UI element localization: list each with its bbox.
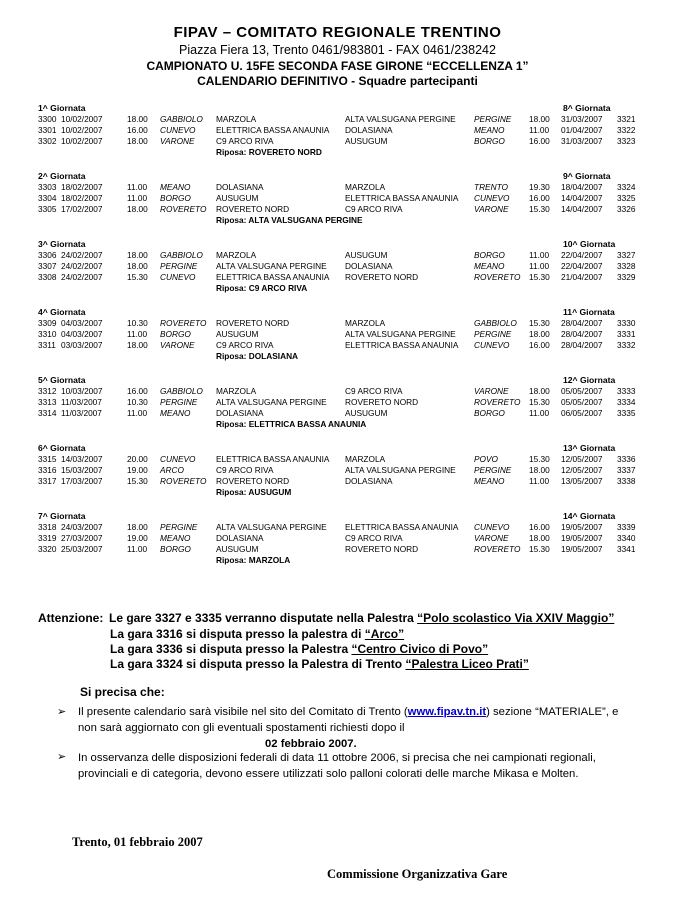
match-date: 18/02/2007 <box>61 193 103 203</box>
match-id: 3312 <box>38 386 57 396</box>
return-giornata-label: 11^ Giornata <box>563 307 615 317</box>
return-time: 15.30 <box>529 397 550 407</box>
return-venue: PERGINE <box>474 114 512 124</box>
match-time: 18.00 <box>127 261 148 271</box>
return-venue: CUNEVO <box>474 522 510 532</box>
home-team: DOLASIANA <box>216 408 264 418</box>
match-id: 3311 <box>38 340 56 350</box>
match-venue: GABBIOLO <box>160 250 203 260</box>
return-match-id: 3334 <box>617 397 636 407</box>
return-match-id: 3322 <box>617 125 636 135</box>
return-match-id: 3338 <box>617 476 636 486</box>
return-giornata-label: 13^ Giornata <box>563 443 616 453</box>
match-id: 3318 <box>38 522 57 532</box>
return-date: 19/05/2007 <box>561 533 603 543</box>
match-venue: BORGO <box>160 544 191 554</box>
giornata-label: 2^ Giornata <box>38 171 86 181</box>
match-date: 24/02/2007 <box>61 272 103 282</box>
match-venue: BORGO <box>160 193 191 203</box>
match-time: 18.00 <box>127 340 148 350</box>
home-team: ROVERETO NORD <box>216 318 290 328</box>
bullet-arrow-icon: ➢ <box>57 706 67 718</box>
return-date: 22/04/2007 <box>561 250 603 260</box>
return-match-id: 3330 <box>617 318 636 328</box>
return-giornata-label: 14^ Giornata <box>563 511 616 521</box>
return-time: 16.00 <box>529 136 550 146</box>
place-date: Trento, 01 febbraio 2007 <box>72 835 203 849</box>
match-venue: GABBIOLO <box>160 386 203 396</box>
match-row <box>0 454 675 465</box>
match-time: 18.00 <box>127 136 148 146</box>
return-date: 12/05/2007 <box>561 454 603 464</box>
resting-team: Riposa: AUSUGUM <box>216 487 292 497</box>
match-row <box>0 272 675 283</box>
return-venue: ROVERETO <box>474 397 521 407</box>
match-row <box>0 397 675 408</box>
note-bullet-2: In osservanza delle disposizioni federali di data 11 ottobre 2006, si precisa che nei campionati regionali, provinciali e di categoria, devono essere utilizzati solo palloni colorati delle marche Mikasa e Molten. <box>78 752 596 780</box>
championship-title: CAMPIONATO U. 15FE SECONDA FASE GIRONE “ECCELLENZA 1” <box>146 59 529 73</box>
home-team: C9 ARCO RIVA <box>216 136 274 146</box>
away-team: ELETTRICA BASSA ANAUNIA <box>345 193 459 203</box>
match-date: 03/03/2007 <box>61 340 103 350</box>
home-team: ROVERETO NORD <box>216 476 290 486</box>
match-id: 3310 <box>38 329 57 339</box>
match-id: 3319 <box>38 533 57 543</box>
match-id: 3313 <box>38 397 57 407</box>
away-team: C9 ARCO RIVA <box>345 204 403 214</box>
giornata-label: 1^ Giornata <box>38 103 86 113</box>
match-row <box>0 136 675 147</box>
home-team: ELETTRICA BASSA ANAUNIA <box>216 125 330 135</box>
match-row <box>0 533 675 544</box>
giornata-label: 7^ Giornata <box>38 511 86 521</box>
match-date: 10/02/2007 <box>61 114 103 124</box>
match-time: 18.00 <box>127 114 148 124</box>
away-team: ELETTRICA BASSA ANAUNIA <box>345 522 459 532</box>
match-time: 20.00 <box>127 454 148 464</box>
match-date: 14/03/2007 <box>61 454 103 464</box>
match-time: 18.00 <box>127 250 148 260</box>
match-id: 3305 <box>38 204 57 214</box>
match-date: 17/02/2007 <box>61 204 103 214</box>
return-match-id: 3333 <box>617 386 636 396</box>
match-time: 11.00 <box>127 544 148 554</box>
match-time: 18.00 <box>127 522 148 532</box>
return-match-id: 3323 <box>617 136 636 146</box>
match-id: 3316 <box>38 465 57 475</box>
return-venue: PERGINE <box>474 465 512 475</box>
attention-note-2: La gara 3316 si disputa presso la palestra di “Arco” <box>110 627 405 641</box>
return-date: 19/05/2007 <box>561 522 603 532</box>
return-match-id: 3324 <box>617 182 636 192</box>
match-venue: GABBIOLO <box>160 114 203 124</box>
match-id: 3306 <box>38 250 57 260</box>
return-venue: ROVERETO <box>474 544 521 554</box>
return-date: 14/04/2007 <box>561 204 603 214</box>
match-time: 15.30 <box>127 476 148 486</box>
return-match-id: 3335 <box>617 408 636 418</box>
match-venue: VARONE <box>160 340 195 350</box>
resting-team: Riposa: MARZOLA <box>216 555 291 565</box>
away-team: DOLASIANA <box>345 476 393 486</box>
home-team: AUSUGUM <box>216 193 259 203</box>
return-date: 31/03/2007 <box>561 136 603 146</box>
return-venue: GABBIOLO <box>474 318 517 328</box>
return-date: 01/04/2007 <box>561 125 603 135</box>
return-date: 31/03/2007 <box>561 114 603 124</box>
return-venue: CUNEVO <box>474 340 510 350</box>
match-row <box>0 522 675 533</box>
return-date: 21/04/2007 <box>561 272 603 282</box>
match-row <box>0 182 675 193</box>
return-match-id: 3327 <box>617 250 636 260</box>
venue-liceo-prati: “Palestra Liceo Prati” <box>405 657 529 671</box>
return-time: 18.00 <box>529 465 550 475</box>
match-row <box>0 386 675 397</box>
away-team: MARZOLA <box>345 318 386 328</box>
match-row <box>0 476 675 487</box>
return-time: 11.00 <box>529 261 550 271</box>
return-date: 28/04/2007 <box>561 340 603 350</box>
return-venue: ROVERETO <box>474 272 521 282</box>
return-venue: MEANO <box>474 125 505 135</box>
return-match-id: 3325 <box>617 193 636 203</box>
return-match-id: 3329 <box>617 272 636 282</box>
match-row <box>0 465 675 476</box>
away-team: C9 ARCO RIVA <box>345 533 403 543</box>
return-time: 11.00 <box>529 408 550 418</box>
match-venue: CUNEVO <box>160 125 196 135</box>
home-team: ALTA VALSUGANA PERGINE <box>216 397 327 407</box>
match-row <box>0 318 675 329</box>
return-venue: TRENTO <box>474 182 508 192</box>
away-team: DOLASIANA <box>345 125 393 135</box>
resting-team: Riposa: DOLASIANA <box>216 351 299 361</box>
return-match-id: 3341 <box>617 544 636 554</box>
away-team: ROVERETO NORD <box>345 544 419 554</box>
return-date: 28/04/2007 <box>561 329 603 339</box>
signature: Commissione Organizzativa Gare <box>327 867 508 881</box>
match-id: 3302 <box>38 136 57 146</box>
home-team: C9 ARCO RIVA <box>216 465 274 475</box>
match-row <box>0 250 675 261</box>
match-id: 3320 <box>38 544 57 554</box>
return-time: 15.30 <box>529 544 550 554</box>
away-team: MARZOLA <box>345 454 386 464</box>
return-match-id: 3326 <box>617 204 636 214</box>
match-date: 18/02/2007 <box>61 182 103 192</box>
fipav-website-link[interactable]: www.fipav.tn.it <box>407 706 487 718</box>
giornata-label: 3^ Giornata <box>38 239 86 249</box>
return-venue: VARONE <box>474 533 509 543</box>
giornata-label: 6^ Giornata <box>38 443 86 453</box>
match-time: 19.00 <box>127 533 148 543</box>
match-time: 10.30 <box>127 318 148 328</box>
match-id: 3315 <box>38 454 57 464</box>
resting-team: Riposa: ELETTRICA BASSA ANAUNIA <box>216 419 367 429</box>
match-row <box>0 340 675 351</box>
match-time: 11.00 <box>127 182 148 192</box>
return-venue: MEANO <box>474 476 505 486</box>
attention-note-3: La gara 3336 si disputa presso la Palestra “Centro Civico di Povo” <box>110 642 489 656</box>
away-team: ROVERETO NORD <box>345 397 419 407</box>
away-team: ALTA VALSUGANA PERGINE <box>345 465 456 475</box>
match-time: 11.00 <box>127 408 148 418</box>
match-venue: CUNEVO <box>160 454 196 464</box>
return-time: 16.00 <box>529 522 550 532</box>
match-venue: ROVERETO <box>160 476 207 486</box>
match-venue: MEANO <box>160 408 191 418</box>
venue-centro-civico-povo: “Centro Civico di Povo” <box>351 642 489 656</box>
match-time: 19.00 <box>127 465 148 475</box>
home-team: DOLASIANA <box>216 533 264 543</box>
resting-team: Riposa: ROVERETO NORD <box>216 147 322 157</box>
resting-team: Riposa: C9 ARCO RIVA <box>216 283 308 293</box>
attention-label: Attenzione: <box>38 611 104 625</box>
match-id: 3308 <box>38 272 57 282</box>
return-venue: VARONE <box>474 386 509 396</box>
match-date: 11/03/2007 <box>61 408 102 418</box>
match-date: 27/03/2007 <box>61 533 103 543</box>
away-team: ELETTRICA BASSA ANAUNIA <box>345 340 459 350</box>
return-date: 14/04/2007 <box>561 193 603 203</box>
match-venue: ROVERETO <box>160 204 207 214</box>
return-time: 15.30 <box>529 272 550 282</box>
match-id: 3314 <box>38 408 57 418</box>
match-date: 04/03/2007 <box>61 329 103 339</box>
match-time: 18.00 <box>127 204 148 214</box>
home-team: AUSUGUM <box>216 544 259 554</box>
home-team: AUSUGUM <box>216 329 259 339</box>
away-team: DOLASIANA <box>345 261 393 271</box>
return-match-id: 3336 <box>617 454 636 464</box>
return-date: 05/05/2007 <box>561 397 603 407</box>
match-venue: PERGINE <box>160 261 198 271</box>
away-team: ALTA VALSUGANA PERGINE <box>345 114 456 124</box>
return-date: 22/04/2007 <box>561 261 603 271</box>
match-date: 10/03/2007 <box>61 386 103 396</box>
home-team: MARZOLA <box>216 386 257 396</box>
note-bullet-1: Il presente calendario sarà visibile nel sito del Comitato di Trento (www.fipav.tn.it) sezione “MATERIALE”, e non sarà aggiornato con gli eventuali spostamenti richiesti dopo il 02 febbraio 2007. <box>78 704 638 752</box>
home-team: ALTA VALSUGANA PERGINE <box>216 261 327 271</box>
return-time: 18.00 <box>529 533 550 543</box>
match-row <box>0 408 675 419</box>
match-date: 11/03/2007 <box>61 397 102 407</box>
match-venue: CUNEVO <box>160 272 196 282</box>
match-venue: ARCO <box>160 465 184 475</box>
match-venue: MEANO <box>160 533 191 543</box>
home-team: DOLASIANA <box>216 182 264 192</box>
calendar-subtitle: CALENDARIO DEFINITIVO - Squadre partecipanti <box>197 74 478 88</box>
return-match-id: 3339 <box>617 522 636 532</box>
bullet-arrow-icon: ➢ <box>57 751 67 763</box>
return-time: 15.30 <box>529 454 550 464</box>
return-match-id: 3337 <box>617 465 636 475</box>
return-match-id: 3331 <box>617 329 636 339</box>
match-id: 3301 <box>38 125 57 135</box>
return-venue: BORGO <box>474 250 505 260</box>
return-time: 15.30 <box>529 318 550 328</box>
match-row <box>0 204 675 215</box>
match-id: 3317 <box>38 476 57 486</box>
return-time: 11.00 <box>529 125 550 135</box>
match-date: 17/03/2007 <box>61 476 103 486</box>
home-team: MARZOLA <box>216 250 257 260</box>
away-team: ROVERETO NORD <box>345 272 419 282</box>
match-row <box>0 261 675 272</box>
away-team: MARZOLA <box>345 182 386 192</box>
match-id: 3309 <box>38 318 57 328</box>
match-date: 10/02/2007 <box>61 125 103 135</box>
return-time: 11.00 <box>529 250 550 260</box>
venue-polo-scolastico: “Polo scolastico Via XXIV Maggio” <box>417 611 615 625</box>
away-team: ALTA VALSUGANA PERGINE <box>345 329 456 339</box>
match-time: 15.30 <box>127 272 148 282</box>
match-date: 15/03/2007 <box>61 465 103 475</box>
away-team: AUSUGUM <box>345 408 388 418</box>
match-venue: MEANO <box>160 182 191 192</box>
return-match-id: 3328 <box>617 261 636 271</box>
away-team: AUSUGUM <box>345 136 388 146</box>
return-venue: POVO <box>474 454 498 464</box>
return-time: 18.00 <box>529 386 550 396</box>
match-time: 11.00 <box>127 193 148 203</box>
match-row <box>0 544 675 555</box>
match-venue: VARONE <box>160 136 195 146</box>
deadline-date: 02 febbraio 2007. <box>265 738 357 750</box>
notes-heading: Si precisa che: <box>80 685 165 699</box>
match-date: 24/02/2007 <box>61 250 103 260</box>
return-giornata-label: 10^ Giornata <box>563 239 616 249</box>
return-date: 05/05/2007 <box>561 386 603 396</box>
away-team: AUSUGUM <box>345 250 388 260</box>
return-time: 15.30 <box>529 204 550 214</box>
return-match-id: 3321 <box>617 114 636 124</box>
venue-arco: “Arco” <box>364 627 405 641</box>
resting-team: Riposa: ALTA VALSUGANA PERGINE <box>216 215 363 225</box>
match-venue: PERGINE <box>160 522 198 532</box>
return-date: 19/05/2007 <box>561 544 603 554</box>
return-date: 18/04/2007 <box>561 182 603 192</box>
match-date: 24/03/2007 <box>61 522 103 532</box>
return-venue: CUNEVO <box>474 193 510 203</box>
return-venue: MEANO <box>474 261 505 271</box>
match-row <box>0 329 675 340</box>
return-giornata-label: 9^ Giornata <box>563 171 611 181</box>
return-giornata-label: 8^ Giornata <box>563 103 611 113</box>
return-time: 18.00 <box>529 114 550 124</box>
return-match-id: 3340 <box>617 533 636 543</box>
home-team: ELETTRICA BASSA ANAUNIA <box>216 454 330 464</box>
match-time: 11.00 <box>127 329 148 339</box>
match-date: 10/02/2007 <box>61 136 103 146</box>
match-venue: BORGO <box>160 329 191 339</box>
home-team: C9 ARCO RIVA <box>216 340 274 350</box>
return-time: 19.30 <box>529 182 550 192</box>
match-time: 10.30 <box>127 397 148 407</box>
match-venue: ROVERETO <box>160 318 207 328</box>
return-time: 11.00 <box>529 476 550 486</box>
home-team: ALTA VALSUGANA PERGINE <box>216 522 327 532</box>
return-time: 16.00 <box>529 340 550 350</box>
away-team: C9 ARCO RIVA <box>345 386 403 396</box>
return-time: 18.00 <box>529 329 550 339</box>
return-date: 13/05/2007 <box>561 476 603 486</box>
return-match-id: 3332 <box>617 340 636 350</box>
match-row <box>0 114 675 125</box>
return-venue: BORGO <box>474 408 505 418</box>
match-venue: PERGINE <box>160 397 198 407</box>
home-team: MARZOLA <box>216 114 257 124</box>
match-date: 25/03/2007 <box>61 544 103 554</box>
match-id: 3307 <box>38 261 57 271</box>
return-venue: BORGO <box>474 136 505 146</box>
home-team: ROVERETO NORD <box>216 204 290 214</box>
home-team: ELETTRICA BASSA ANAUNIA <box>216 272 330 282</box>
match-row <box>0 125 675 136</box>
return-venue: VARONE <box>474 204 509 214</box>
match-time: 16.00 <box>127 125 148 135</box>
return-date: 06/05/2007 <box>561 408 603 418</box>
return-date: 12/05/2007 <box>561 465 603 475</box>
committee-address: Piazza Fiera 13, Trento 0461/983801 - FAX 0461/238242 <box>179 43 496 57</box>
match-id: 3303 <box>38 182 57 192</box>
match-date: 04/03/2007 <box>61 318 103 328</box>
attention-note-1: Le gare 3327 e 3335 verranno disputate nella Palestra “Polo scolastico Via XXIV Maggio” <box>109 611 615 625</box>
giornata-label: 5^ Giornata <box>38 375 86 385</box>
match-id: 3300 <box>38 114 57 124</box>
attention-note-4: La gara 3324 si disputa presso la Palestra di Trento “Palestra Liceo Prati” <box>110 657 529 671</box>
return-time: 16.00 <box>529 193 550 203</box>
match-date: 24/02/2007 <box>61 261 103 271</box>
match-time: 16.00 <box>127 386 148 396</box>
match-id: 3304 <box>38 193 57 203</box>
match-row <box>0 193 675 204</box>
return-date: 28/04/2007 <box>561 318 603 328</box>
return-venue: PERGINE <box>474 329 512 339</box>
document-title: FIPAV – COMITATO REGIONALE TRENTINO <box>173 24 502 41</box>
return-giornata-label: 12^ Giornata <box>563 375 616 385</box>
giornata-label: 4^ Giornata <box>38 307 86 317</box>
